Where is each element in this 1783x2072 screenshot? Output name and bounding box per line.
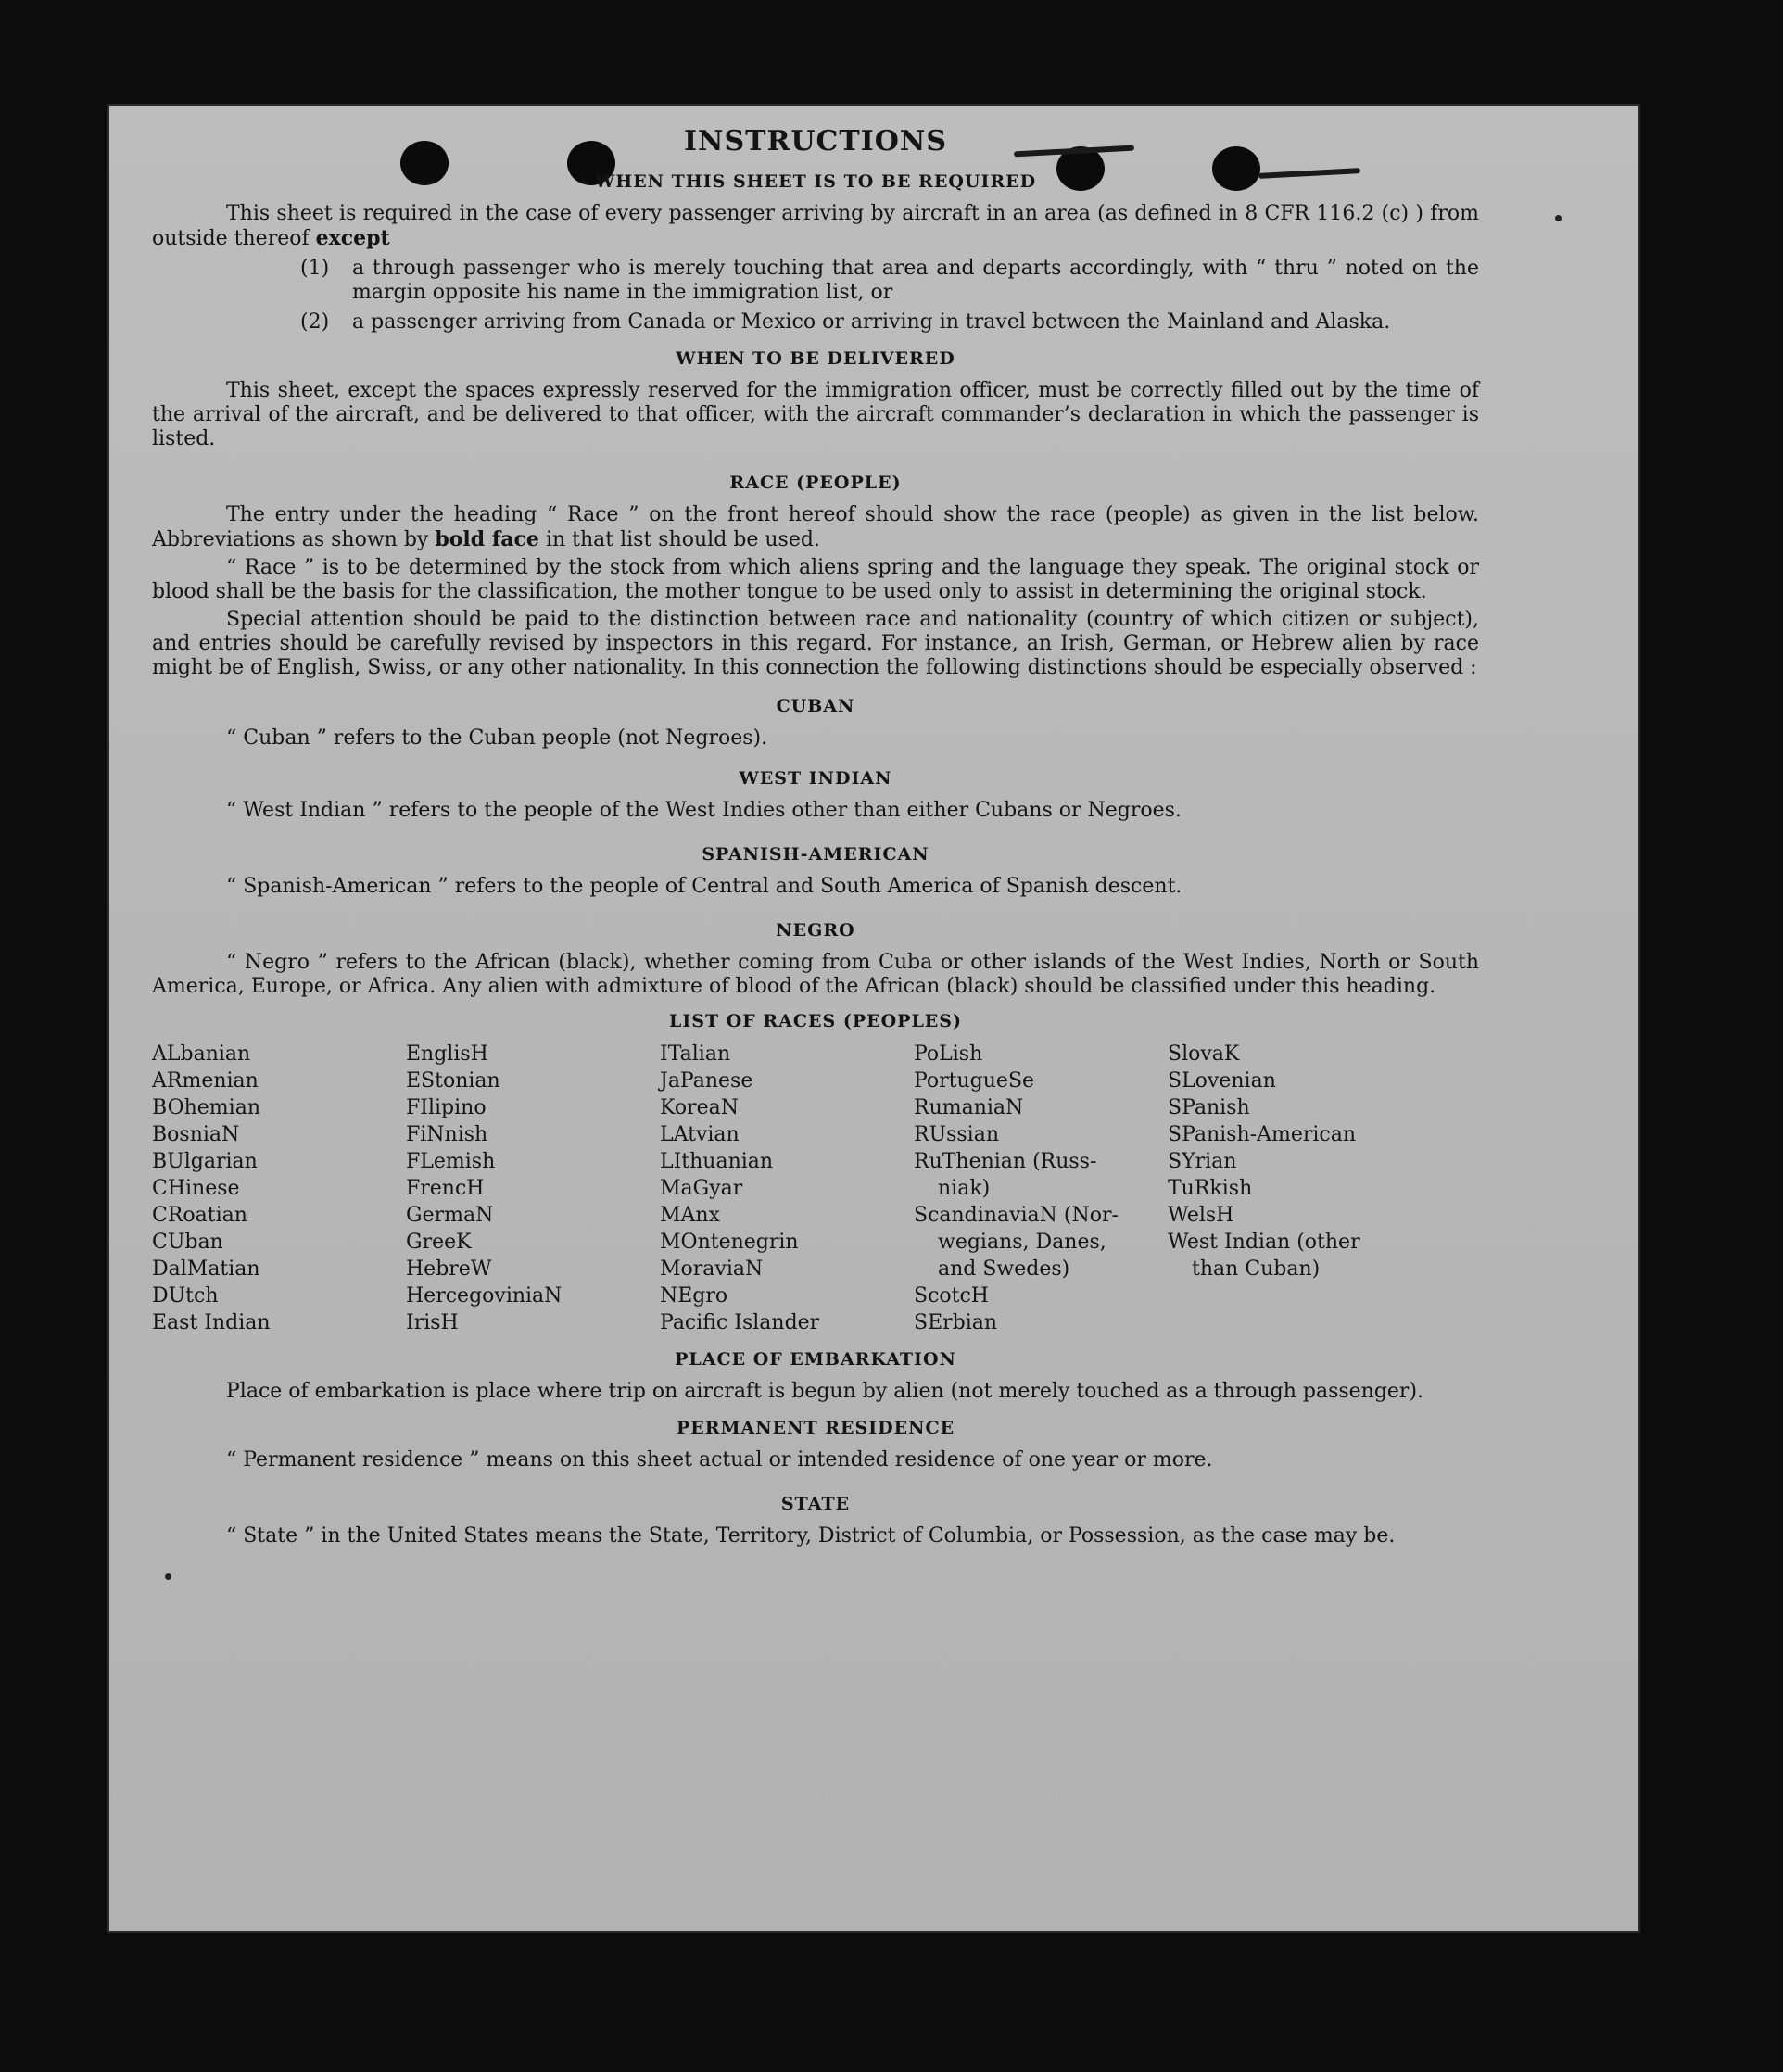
race-entry: SlovaK	[1168, 1042, 1240, 1066]
race-entry: KoreaN	[660, 1096, 739, 1119]
race-entry: MoraviaN	[660, 1257, 764, 1281]
race-entry: ALbanian	[152, 1042, 251, 1066]
race-entry: LAtvian	[660, 1123, 740, 1146]
race-entry: niak)	[938, 1177, 991, 1200]
cuban-paragraph: “ Cuban ” refers to the Cuban people (not Negroes).	[226, 726, 768, 750]
speck	[1555, 215, 1562, 221]
race-entry: DUtch	[152, 1284, 219, 1308]
race-entry: MOntenegrin	[660, 1231, 799, 1254]
race-entry: FIlipino	[406, 1096, 487, 1119]
race-entry: MaGyar	[660, 1177, 743, 1200]
required-except: except	[315, 226, 390, 250]
section-heading-race: RACE (PEOPLE)	[729, 473, 902, 493]
spanish-american-paragraph: “ Spanish-American ” refers to the people of Central and South America of Spanish descent.	[226, 875, 1182, 898]
race-entry: than Cuban)	[1192, 1257, 1321, 1281]
race-entry: GreeK	[406, 1231, 472, 1254]
race-entry: SPanish-American	[1168, 1123, 1357, 1146]
race-entry: MAnx	[660, 1204, 720, 1227]
race-entry: WelsH	[1168, 1204, 1234, 1227]
section-heading-negro: NEGRO	[776, 920, 855, 941]
race-p1-bold: bold face	[435, 527, 539, 551]
race-entry: IrisH	[406, 1311, 459, 1334]
race-entry: SPanish	[1168, 1096, 1250, 1119]
instructions-content	[152, 126, 1479, 1552]
race-entry: FiNnish	[406, 1123, 488, 1146]
race-entry	[1168, 1310, 1386, 1335]
race-entry: RUssian	[914, 1123, 1000, 1146]
section-heading-spanish-american: SPANISH-AMERICAN	[702, 844, 929, 865]
required-item-2	[152, 310, 1479, 335]
section-heading-required: WHEN THIS SHEET IS TO BE REQUIRED	[594, 171, 1037, 192]
item-text: a through passenger who is merely touching that area and departs accordingly, with “ thru ” noted on the margin opposite his name in the immigration list, or	[352, 257, 1479, 304]
embarkation-paragraph: Place of embarkation is place where trip on aircraft is begun by alien (not merely touched as a through passenger).	[226, 1380, 1424, 1403]
race-entry	[1168, 1283, 1386, 1308]
race-entry: LIthuanian	[660, 1150, 774, 1173]
race-entry: CHinese	[152, 1177, 240, 1200]
race-entry: SLovenian	[1168, 1069, 1276, 1093]
race-entry: CRoatian	[152, 1204, 247, 1227]
race-entry: ARmenian	[152, 1069, 259, 1093]
state-paragraph: “ State ” in the United States means the State, Territory, District of Columbia, or Possession, as the case may be.	[226, 1524, 1396, 1548]
race-p1-text-end: in that list should be used.	[545, 528, 820, 551]
section-heading-embarkation: PLACE OF EMBARKATION	[675, 1349, 956, 1370]
section-heading-races-list: LIST OF RACES (PEOPLES)	[669, 1011, 962, 1031]
race-entry: West Indian (other	[1168, 1231, 1360, 1254]
section-heading-residence: PERMANENT RESIDENCE	[676, 1418, 955, 1438]
race-entry: Pacific Islander	[660, 1311, 820, 1334]
west-indian-paragraph: “ West Indian ” refers to the people of the West Indies other than either Cubans or Negroes.	[226, 799, 1182, 822]
section-heading-state: STATE	[780, 1494, 851, 1514]
race-entry: JaPanese	[660, 1069, 753, 1093]
required-item-1	[152, 257, 1479, 305]
races-list	[152, 1042, 1479, 1335]
speck	[165, 1573, 171, 1580]
race-entry: BosniaN	[152, 1123, 240, 1146]
race-entry: FrencH	[406, 1177, 485, 1200]
race-entry: PortugueSe	[914, 1069, 1035, 1093]
race-entry: BOhemian	[152, 1096, 260, 1119]
delivered-paragraph: This sheet, except the spaces expressly reserved for the immigration officer, must be correctly filled out by the time of the arrival of the aircraft, and be delivered to that officer, with the aircraft commander’s declaration in which the passenger is listed.	[152, 379, 1479, 450]
residence-paragraph: “ Permanent residence ” means on this sheet actual or intended residence of one year or more.	[226, 1448, 1213, 1472]
item-text: a passenger arriving from Canada or Mexico or arriving in travel between the Mainland and Alaska.	[352, 310, 1391, 334]
race-entry: SErbian	[914, 1311, 998, 1334]
item-number: (1)	[300, 257, 330, 280]
race-entry: ITalian	[660, 1042, 731, 1066]
section-heading-delivered: WHEN TO BE DELIVERED	[676, 348, 955, 369]
race-entry: GermaN	[406, 1204, 494, 1227]
race-entry: EnglisH	[406, 1042, 488, 1066]
race-entry: and Swedes)	[938, 1257, 1070, 1281]
race-entry: CUban	[152, 1231, 223, 1254]
race-entry: BUlgarian	[152, 1150, 258, 1173]
race-paragraph-3: Special attention should be paid to the distinction between race and nationality (country of which citizen or subject), and entries should be carefully revised by inspectors in this regard. For instance, an Irish, German, or Hebrew alien by race might be of English, Swiss, or any other nationality. In this connection the following distinctions should be especially observed :	[152, 608, 1479, 679]
race-entry: RuThenian (Russ-	[914, 1150, 1097, 1173]
race-entry: ScotcH	[914, 1284, 989, 1308]
page-title: INSTRUCTIONS	[684, 125, 947, 158]
race-entry: ScandinaviaN (Nor-	[914, 1204, 1119, 1227]
race-entry: HebreW	[406, 1257, 492, 1281]
race-entry: NEgro	[660, 1284, 728, 1308]
race-paragraph-2: “ Race ” is to be determined by the stock from which aliens spring and the language they speak. The original stock or blood shall be the basis for the classification, the mother tongue to be used only to assist in determining the original stock.	[152, 556, 1479, 603]
race-entry: TuRkish	[1168, 1177, 1253, 1200]
race-entry: EStonian	[406, 1069, 500, 1093]
section-heading-cuban: CUBAN	[776, 696, 855, 716]
item-number: (2)	[300, 310, 330, 334]
race-entry: East Indian	[152, 1311, 271, 1334]
negro-paragraph: “ Negro ” refers to the African (black), whether coming from Cuba or other islands of the West Indies, North or South America, Europe, or Africa. Any alien with admixture of blood of the African (black) should be classified under this heading.	[152, 951, 1479, 998]
race-entry: DalMatian	[152, 1257, 260, 1281]
race-entry: SYrian	[1168, 1150, 1237, 1173]
race-entry: FLemish	[406, 1150, 496, 1173]
required-intro: This sheet is required in the case of every passenger arriving by aircraft in an area (as defined in 8 CFR 116.2 (c) ) from outside thereof	[152, 202, 1479, 250]
race-entry: wegians, Danes,	[938, 1231, 1106, 1254]
race-p1-text: The entry under the heading “ Race ” on the front hereof should show the race (people) as given in the list below. Abbreviations as shown by	[152, 503, 1479, 551]
race-entry: RumaniaN	[914, 1096, 1024, 1119]
race-paragraph-1	[152, 503, 1479, 552]
race-entry: HercegoviniaN	[406, 1284, 563, 1308]
race-entry: PoLish	[914, 1042, 983, 1066]
section-heading-west-indian: WEST INDIAN	[739, 768, 892, 789]
required-paragraph	[152, 202, 1479, 251]
